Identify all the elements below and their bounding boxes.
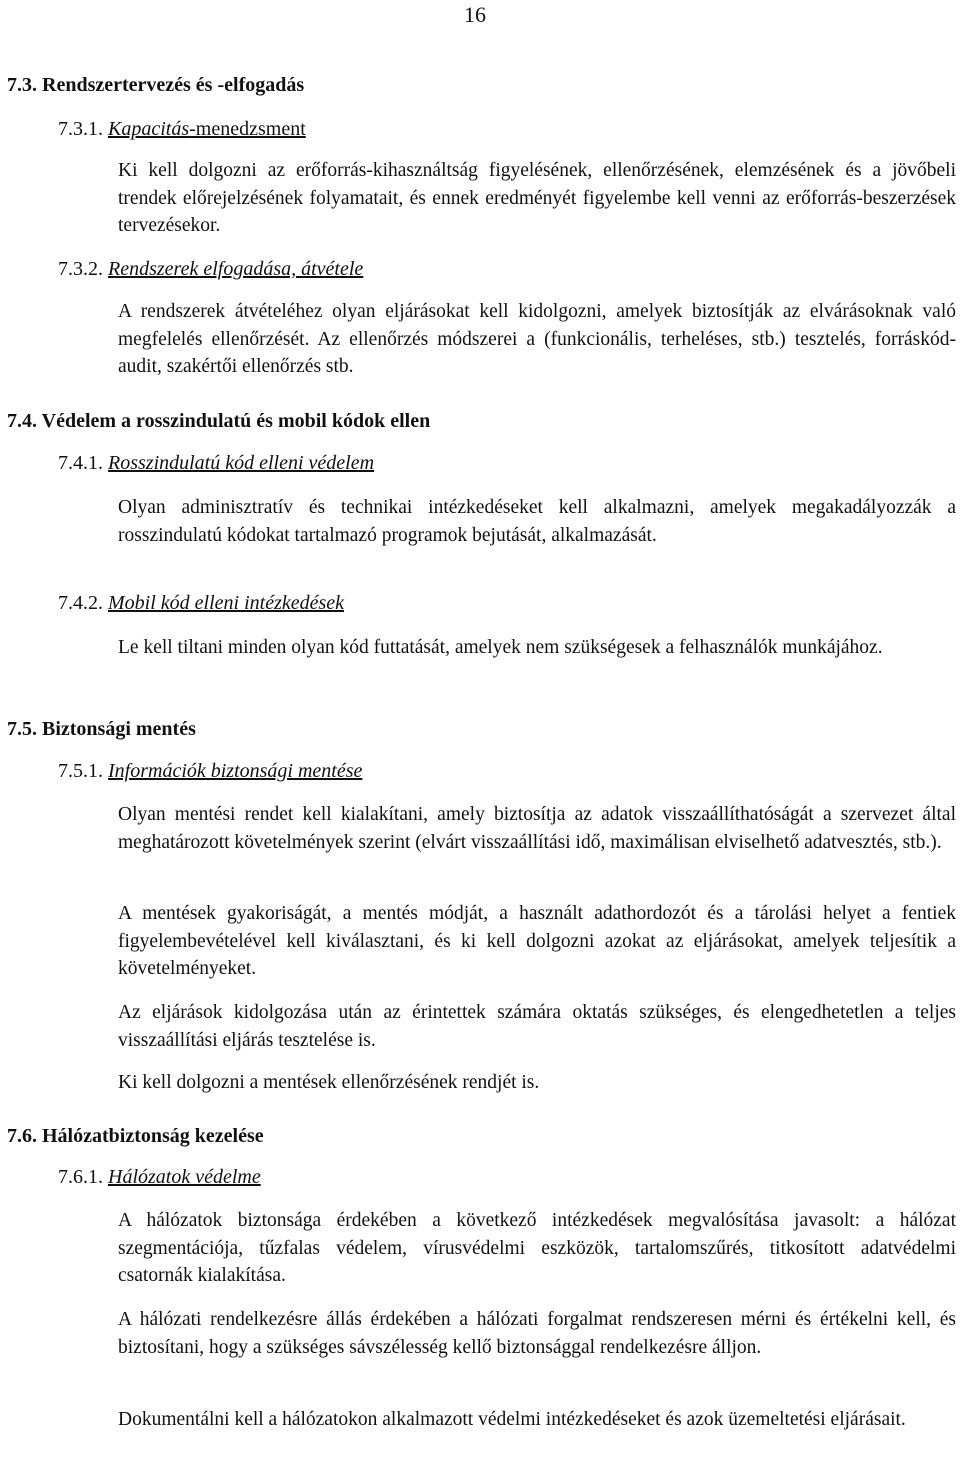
paragraph-7-4-1-a: Olyan adminisztratív és technikai intézkedéseket kell alkalmazni, amelyek megakadályozzák a rosszindulatú kódokat tartalmazó programok bejutását, alkalmazását. [118,497,956,546]
heading-7-4-1 [58,452,374,475]
paragraph-7-4-2-a: Le kell tiltani minden olyan kód futtatását, amelyek nem szükségesek a felhasználók munkájához. [118,637,883,658]
heading-7-3-2 [58,258,363,281]
paragraph-7-5-1-c: Az eljárások kidolgozása után az érintettek számára oktatás szükséges, és elengedhetetlen a teljes visszaállítási eljárás tesztelése is. [118,1002,956,1051]
paragraph-7-6-1-c: Dokumentálni kell a hálózatokon alkalmazott védelmi intézkedéseket és azok üzemeltetési eljárásait. [118,1409,906,1430]
section-title: Hálózatok védelme [108,1166,261,1188]
section-number: 7.3.2. [58,258,103,280]
section-number: 7.3.1. [58,118,103,140]
paragraph-7-6-1-a: A hálózatok biztonsága érdekében a következő intézkedések megvalósítása javasolt: a hálózat szegmentációja, tűzfalas védelem, vírusvédelmi eszközök, tartalomszűrés, titkosított adatvédelmi csatornák kialakítása. [118,1210,956,1286]
section-number: 7.4.2. [58,592,103,614]
page-number: 16 [464,2,486,27]
paragraph-7-6-1-b: A hálózati rendelkezésre állás érdekében a hálózati forgalmat rendszeresen mérni és értékelni kell, és biztosítani, hogy a szükséges sávszélesség kellő biztonsággal rendelkezésre álljon. [118,1309,956,1358]
section-number: 7.5.1. [58,760,103,782]
section-title: Kapacitás-menedzsment [108,118,306,140]
section-title: Rosszindulatú kód elleni védelem [108,452,375,474]
section-number: 7.6.1. [58,1166,103,1188]
heading-7-6-1 [58,1166,261,1189]
paragraph-7-5-1-a: Olyan mentési rendet kell kialakítani, amely biztosítja az adatok visszaállíthatóságát a szervezet által meghatározott követelmények szerint (elvárt visszaállítási idő, maximálisan elviselhető adatvesztés, stb.). [118,804,956,853]
heading-7-5-1 [58,760,362,783]
heading-7-3-1 [58,118,306,141]
section-title: Rendszerek elfogadása, átvétele [108,258,364,280]
paragraph-7-5-1-d: Ki kell dolgozni a mentések ellenőrzésének rendjét is. [118,1072,540,1093]
section-number: 7.4.1. [58,452,103,474]
heading-7-6: 7.6. Hálózatbiztonság kezelése [7,1125,264,1147]
heading-7-3: 7.3. Rendszertervezés és -elfogadás [7,74,305,96]
heading-7-4-2 [58,592,344,615]
paragraph-7-5-1-b: A mentések gyakoriságát, a mentés módját, a használt adathordozót és a tárolási helyet a fentiek figyelembevételével kell kiválasztani, és ki kell dolgozni azokat az eljárásokat, amelyek teljesítik a követelményeket. [118,903,956,979]
section-title: Mobil kód elleni intézkedések [108,592,345,614]
paragraph-7-3-2-a: A rendszerek átvételéhez olyan eljárásokat kell kidolgozni, amelyek biztosítják az elvárásoknak való megfelelés ellenőrzését. Az ellenőrzés módszerei a (funkcionális, terheléses, stb.) tesztelés, forráskód-audit, szakértői ellenőrzés stb. [118,301,956,377]
heading-7-4: 7.4. Védelem a rosszindulatú és mobil kódok ellen [7,410,431,432]
heading-7-5: 7.5. Biztonsági mentés [7,718,196,740]
paragraph-7-3-1-a: Ki kell dolgozni az erőforrás-kihasználtság figyelésének, ellenőrzésének, elemzésének és a jövőbeli trendek előrejelzésének folyamatait, és ennek eredményét figyelembe kell venni az erőforrás-beszerzések tervezésekor. [118,160,956,236]
section-title: Információk biztonsági mentése [108,760,363,782]
